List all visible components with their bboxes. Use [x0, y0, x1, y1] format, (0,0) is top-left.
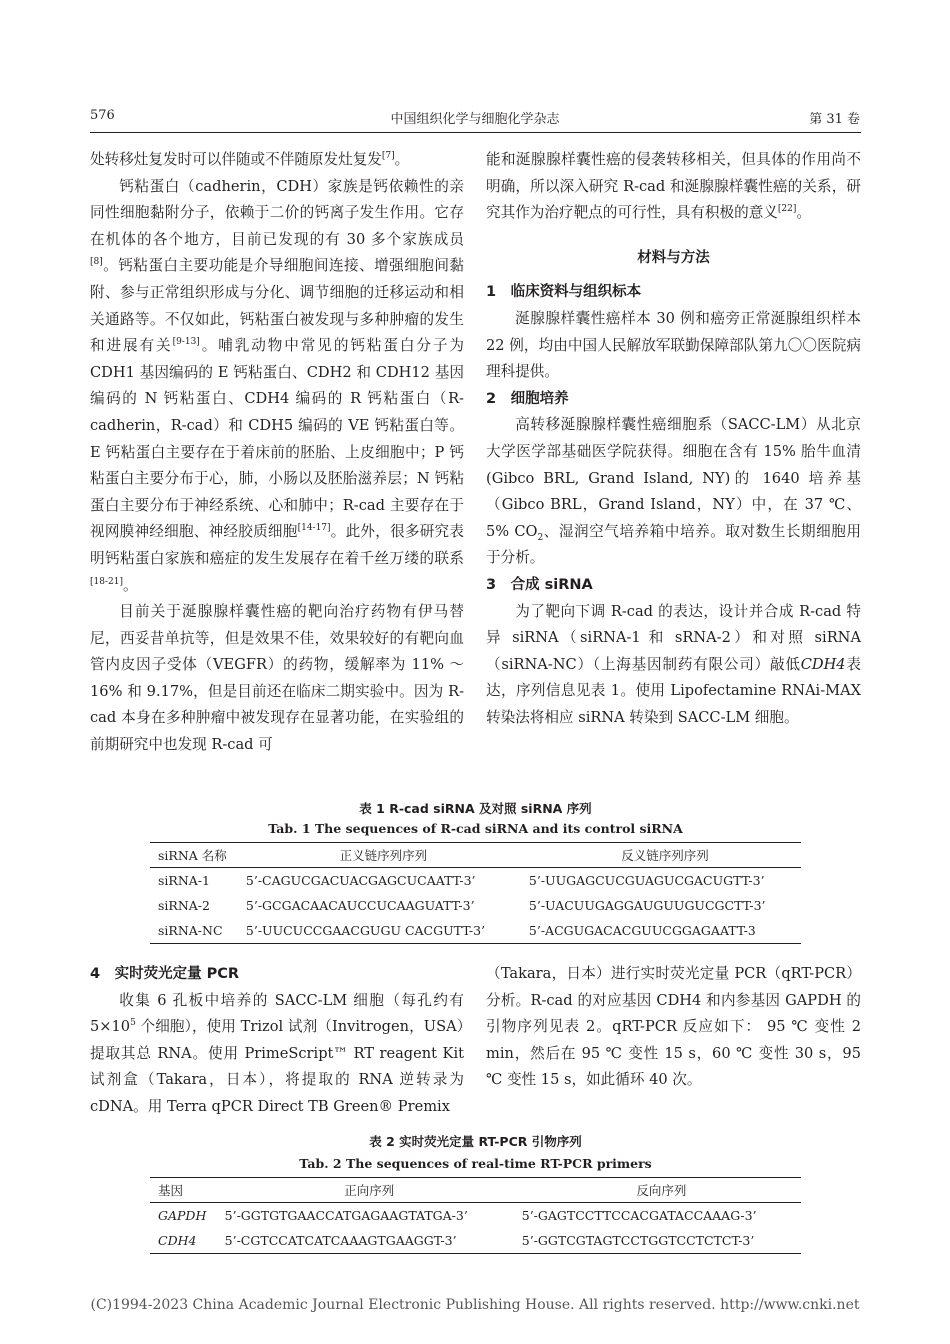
- section4-left: [90, 961, 464, 1121]
- column-header: 正向序列: [217, 1178, 514, 1203]
- table-cell: 5’-CAGUCGACUACGAGCUCAATT-3’: [245, 873, 476, 888]
- table-cell: GAPDH: [158, 1208, 207, 1223]
- paragraph: （Takara，日本）进行实时荧光定量 PCR（qRT-PCR）分析。R-cad 的对应基因 CDH4 和内参基因 GAPDH 的引物序列见表 2。qRT-PCR 反应如下： 95 ℃ 变性 2 min，然后在 95 ℃ 变性 15 s，60 ℃ 变性 30 s，95 ℃ 变性 15 s，如此循环 40 次。: [486, 965, 861, 1089]
- page-number: 576: [90, 108, 115, 123]
- table2: [150, 1177, 801, 1254]
- citation: [14-17]: [297, 523, 331, 534]
- table-row: [150, 1228, 801, 1254]
- subsection-heading: 2 细胞培养: [486, 390, 569, 407]
- table-cell: 5’-GCGACAACAUCCUCAAGUATT-3’: [245, 898, 475, 913]
- column-header: 反义链序列序列: [521, 843, 801, 868]
- right-column: [486, 147, 861, 731]
- table-cell: CDH4: [150, 1228, 217, 1254]
- column-header: 基因: [150, 1178, 217, 1203]
- citation: [18-21]: [90, 576, 123, 587]
- table1-caption-cn: 表 1 R-cad siRNA 及对照 siRNA 序列: [359, 801, 592, 816]
- column-header: 正义链序列序列: [238, 843, 521, 868]
- journal-title: 中国组织化学与细胞化学杂志: [390, 112, 560, 127]
- table-cell: 5’-UUGAGCUCGUAGUCGACUGTT-3’: [528, 873, 765, 888]
- citation: [8]: [90, 257, 103, 268]
- subsection-heading: 4 实时荧光定量 PCR: [90, 966, 240, 982]
- table-row: [150, 918, 801, 944]
- table-cell: 5’-CGTCCATCATCAAAGTGAAGGT-3’: [217, 1228, 514, 1254]
- gene-name: CDH4: [800, 655, 846, 673]
- table2-caption-cn: 表 2 实时荧光定量 RT-PCR 引物序列: [369, 1134, 582, 1149]
- table-header-row: [150, 1178, 801, 1203]
- subsection-heading: 1 临床资料与组织标本: [486, 284, 642, 301]
- table-cell: 5’-GGTGTGAACCATGAGAAGTATGA-3’: [224, 1208, 468, 1223]
- table-header-row: [150, 843, 801, 868]
- header-rule: [90, 132, 861, 133]
- table-cell: siRNA-2: [158, 898, 210, 913]
- paragraph: 收集 6 孔板中培养的 SACC-LM 细胞（每孔约有 $5\times 10^5$ 个细胞），使用 Trizol 试剂（Invitrogen，USA）提取其总 RNA。使用 PrimeScript™ RT reagent Kit 试剂盒（Takara，日本），将提取的 RNA 逆转录为 cDNA。用 Terra qPCR Direct TB Green® Premix: [90, 991, 464, 1115]
- column-header: 反向序列: [514, 1178, 801, 1203]
- table1-caption-en: Tab. 1 The sequences of R-cad siRNA and its control siRNA: [268, 821, 683, 836]
- table-cell: siRNA-1: [158, 873, 210, 888]
- table-row: [150, 1203, 801, 1229]
- table2-caption-en: Tab. 2 The sequences of real-time RT-PCR primers: [299, 1156, 652, 1171]
- citation: [7]: [381, 151, 395, 162]
- table-row: [150, 868, 801, 894]
- table-cell: 5’-GAGTCCTTCCACGATACCAAAG-3’: [521, 1208, 757, 1223]
- citation: [9-13]: [172, 337, 200, 348]
- paragraph: 目前关于涎腺腺样囊性癌的靶向治疗药物有伊马替尼，西妥昔单抗等，但是效果不佳，效果较好的有靶向血管内皮因子受体（VEGFR）的药物，缓解率为 11% ～ 16% 和 9.17%，但是目前还在临床二期实验中。因为 R-cad 本身在多种肿瘤中被发现存在显著功能，在实验组的前期研究中也发现 R-cad 可: [90, 603, 464, 754]
- paragraph: 为了靶向下调 R-cad 的表达，设计并合成 R-cad 特异 siRNA（siRNA-1 和 sRNA-2）和对照 siRNA（siRNA-NC）（上海基因制药有限公司）敲低CDH4表达，序列信息见表 1。使用 Lipofectamine RNAi-MAX 转染法将相应 siRNA 转染到 SACC-LM 细胞。: [486, 602, 861, 726]
- left-column: [90, 147, 464, 759]
- table-cell: 5’-ACGUGACACGUUCGGAGAATT-3: [521, 918, 801, 944]
- paragraph: 能和涎腺腺样囊性癌的侵袭转移相关，但具体的作用尚不明确，所以深入研究 R-cad 和涎腺腺样囊性癌的关系，研究其作为治疗靶点的可行性，具有积极的意义[22]。: [486, 151, 861, 222]
- copyright-footer: (C)1994-2023 China Academic Journal Electronic Publishing House. All rights reserved. http://www.cnki.net: [90, 1297, 860, 1313]
- table1: [150, 842, 801, 944]
- table-cell: 5’-GGTCGTAGTCCTGGTCCTCTCT-3’: [514, 1228, 801, 1254]
- paragraph: 涎腺腺样囊性癌样本 30 例和癌旁正常涎腺组织样本 22 例，均由中国人民解放军联勤保障部队第九〇〇医院病理科提供。: [486, 309, 861, 381]
- volume-label: 第 31 卷: [809, 112, 860, 127]
- table-cell: 5’-UUCUCCGAACGUGU CACGUTT-3’: [238, 918, 521, 944]
- paragraph: 处转移灶复发时可以伴随或不伴随原发灶复发[7]。: [90, 151, 410, 168]
- subsection-heading: 3 合成 siRNA: [486, 576, 593, 593]
- table-cell: 5’-UACUUGAGGAUGUUGUCGCTT-3’: [528, 898, 766, 913]
- section4-right: [486, 961, 861, 1094]
- paragraph: 钙粘蛋白（cadherin，CDH）家族是钙依赖性的亲同性细胞黏附分子，依赖于二价的钙离子发生作用。它存在机体的各个地方，目前已发现的有 30 多个家族成员[8]。钙粘蛋白主要功能是介导细胞间连接、增强细胞间黏附、参与正常组织形成与分化、调节细胞的迁移运动和相关通路等。不仅如此，钙粘蛋白被发现与多种肿瘤的发生和进展有关[9-13]。哺乳动物中常见的钙粘蛋白分子为 CDH1 基因编码的 E 钙粘蛋白、CDH2 和 CDH12 基因编码的 N 钙粘蛋白、CDH4 编码的 R 钙粘蛋白（R-cadherin，R-cad）和 CDH5 编码的 VE 钙粘蛋白等。E 钙粘蛋白主要存在于着床前的胚胎、上皮细胞中；P 钙粘蛋白主要分布于心，肺，小肠以及胚胎滋养层；N 钙粘蛋白主要分布于神经系统、心和肺中；R-cad 主要存在于视网膜神经细胞、神经胶质细胞[14-17]。此外，很多研究表明钙粘蛋白家族和癌症的发生发展存在着千丝万缕的联系[18-21]。: [90, 177, 464, 594]
- section-title: 材料与方法: [637, 249, 710, 266]
- table-row: [150, 893, 801, 918]
- paragraph: 高转移涎腺腺样囊性癌细胞系（SACC-LM）从北京大学医学部基础医学院获得。细胞在含有 15% 胎牛血清(Gibco BRL, Grand Island, NY)的 1640 培养基（Gibco BRL，Grand Island，NY）中，在 37 ℃、5% $CO_2$、湿润空气培养箱中培养。取对数生长期细胞用于分析。: [486, 416, 861, 567]
- column-header: siRNA 名称: [150, 843, 238, 868]
- citation: [22]: [777, 204, 797, 215]
- table-cell: siRNA-NC: [150, 918, 238, 944]
